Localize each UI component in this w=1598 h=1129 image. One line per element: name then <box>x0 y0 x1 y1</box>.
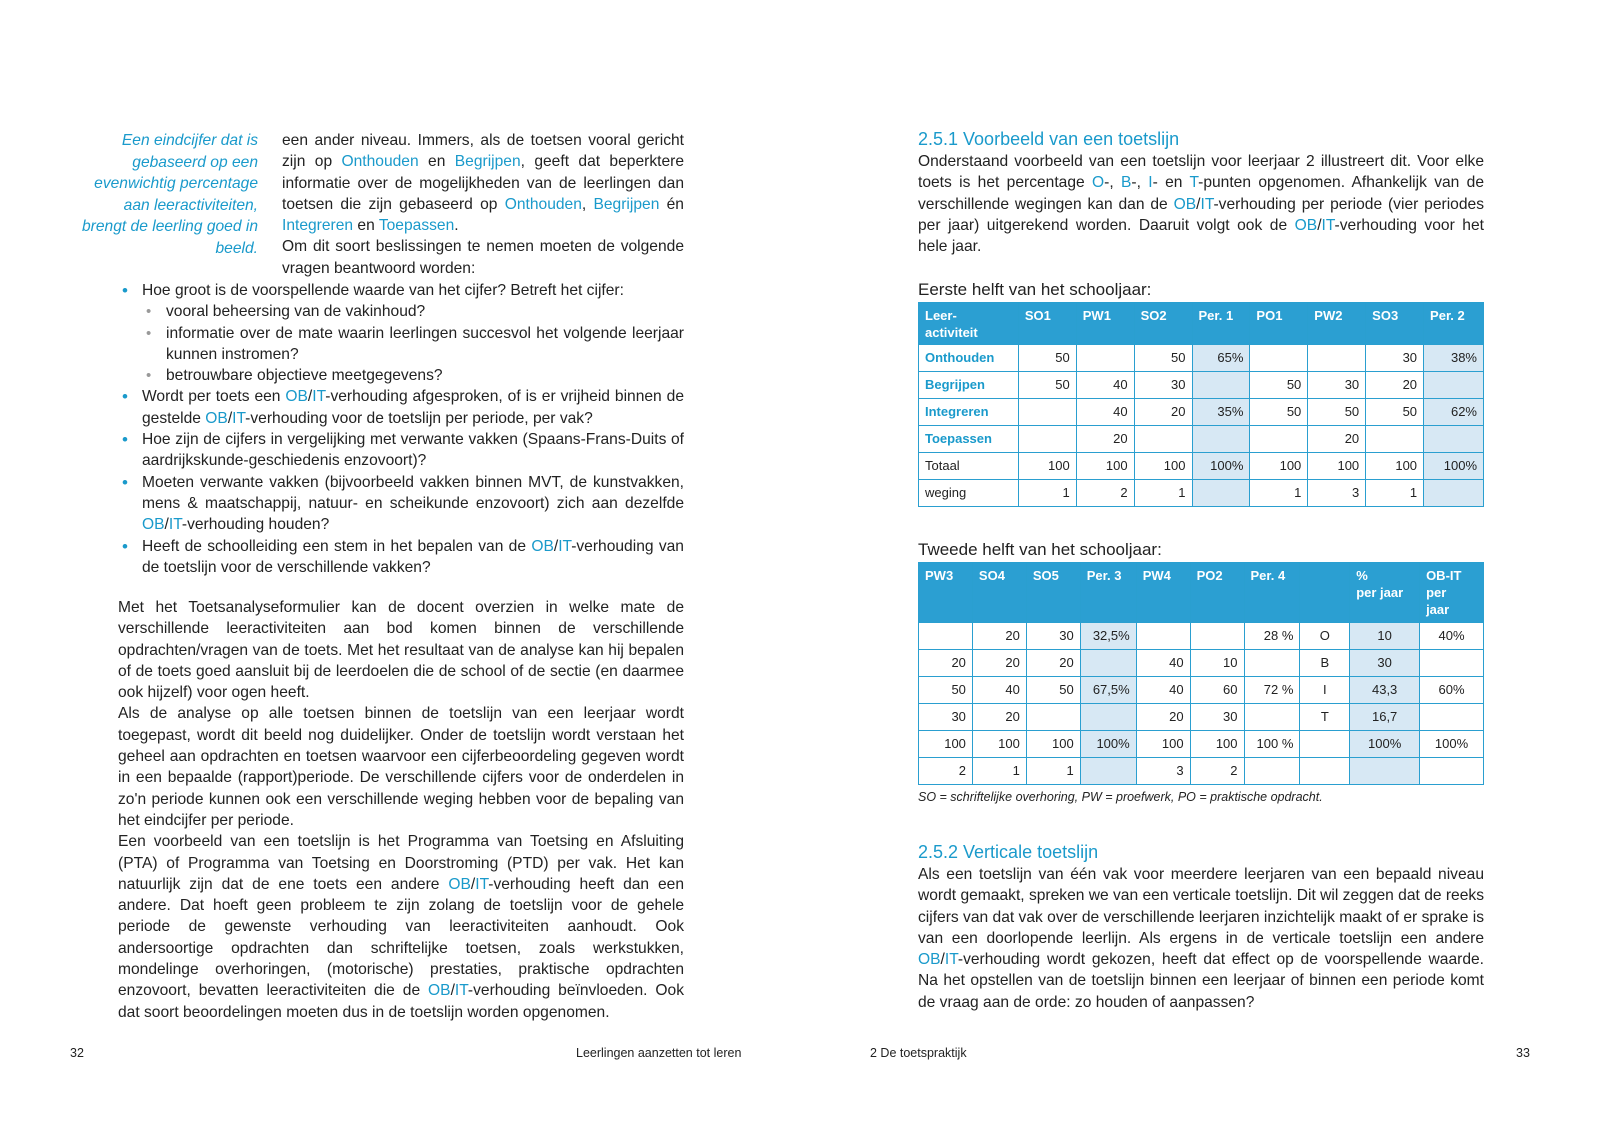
table-cell: Integreren <box>919 399 1019 426</box>
sidenote-line: aan leeractiviteiten, <box>123 196 258 214</box>
column-header: PO1 <box>1250 303 1308 345</box>
column-header: SO4 <box>972 563 1026 623</box>
highlighted-term: IT <box>558 537 572 555</box>
sidenote-line: gebaseerd op een <box>132 153 258 171</box>
table-cell <box>1080 758 1136 785</box>
table-cell: Begrijpen <box>919 372 1019 399</box>
table-row <box>919 677 1484 704</box>
table-cell: 2 <box>1190 758 1244 785</box>
table-cell <box>1244 758 1300 785</box>
table-cell <box>1080 650 1136 677</box>
text-run: / <box>940 951 945 969</box>
text-run: -verhouding heeft dan een andere. Dat hoeft geen probleem te zijn zolang de toetslijn voor de gehele periode de gewenste verhouding van leeractiviteiten aanhoudt. Ook andersoortige opdrachten dan schriftelijke toetsen, zoals werkstukken, mondelinge overhoringen, (motorische) prestaties, praktische opdrachten enzovoort, bevatten leeractiviteiten die de <box>118 875 684 1000</box>
sidenote-line: Een eindcijfer dat is <box>121 132 258 149</box>
table-cell: 100% <box>1350 731 1420 758</box>
text-run: -verhouding houden? <box>181 516 330 534</box>
table-cell: 28 % <box>1244 623 1300 650</box>
table-row <box>919 453 1484 480</box>
column-header: PW4 <box>1136 563 1190 623</box>
sidenote-line: evenwichtig percentage <box>94 175 258 192</box>
table-cell <box>1300 731 1350 758</box>
page-number-right: 33 <box>1516 1046 1530 1060</box>
text-run: Onderstaand voorbeeld van een toetslijn voor leerjaar 2 illustreert dit. Voor elke toets is het percentage <box>918 153 1484 192</box>
table-cell: 10 <box>1190 650 1244 677</box>
sidenote-line: brengt de leerling goed in <box>82 218 258 235</box>
table-cell: 50 <box>1250 372 1308 399</box>
table-caption: Tweede helft van het schooljaar: <box>918 540 1162 559</box>
highlighted-term: B <box>1121 174 1132 192</box>
table-cell: 3 <box>1136 758 1190 785</box>
left-body <box>118 597 684 1023</box>
highlighted-term: IT <box>475 875 489 893</box>
sidenote-quote <box>58 130 258 259</box>
table-cell: 20 <box>1366 372 1424 399</box>
table-row <box>919 372 1484 399</box>
text-run: / <box>307 388 313 406</box>
text-run: , geeft dat beperktere informatie over de mogelijkheden van de leerlingen dan toetsen die zijn gebaseerd op <box>282 153 684 213</box>
table-cell: 100 <box>1136 731 1190 758</box>
table-cell: 10 <box>1350 623 1420 650</box>
highlighted-term: IT <box>454 982 468 1000</box>
table-cell <box>1424 372 1484 399</box>
text-run: Wordt per toets een <box>142 388 286 406</box>
table-cell: 100 <box>1018 453 1076 480</box>
table-cell: 1 <box>972 758 1026 785</box>
table-cell: 16,7 <box>1350 704 1420 731</box>
paragraph <box>118 831 684 1023</box>
table-cell: 32,5% <box>1080 623 1136 650</box>
table-cell: 20 <box>1136 704 1190 731</box>
highlighted-term: OB <box>918 951 941 969</box>
table-cell: 30 <box>919 704 973 731</box>
table-cell: 30 <box>1350 650 1420 677</box>
table-cell <box>1018 399 1076 426</box>
sidenote-line: beeld. <box>215 239 258 257</box>
table-cell <box>1424 426 1484 453</box>
table-cell <box>1080 704 1136 731</box>
column-header: Per. 4 <box>1244 563 1300 623</box>
table-row <box>919 704 1484 731</box>
table-cell <box>1250 345 1308 372</box>
text-run: -verhouding afgesproken, of is er vrijheid binnen de gestelde <box>142 388 684 427</box>
text-run: Als een toetslijn van één vak voor meerdere leerjaren van een bepaald niveau wordt gemaakt, spreken we van een verticale toetslijn. Dit wil zeggen dat de reeks cijfers van dat vak over de verschillende leerjaren inzichtelijk maakt of er sprake is van een doorlopende leerlijn. Als ergens in de verticale toetslijn een andere <box>918 866 1484 947</box>
text-run: -verhouding per periode (vier periodes per jaar) uitgerekend worden. Daaruit volgt ook de <box>918 195 1484 234</box>
highlighted-term: O <box>1092 174 1105 192</box>
table-row <box>919 426 1484 453</box>
first-half-table <box>918 302 1484 507</box>
table-cell: 100 <box>972 731 1026 758</box>
table-cell: 50 <box>1134 345 1192 372</box>
column-header: SO3 <box>1366 303 1424 345</box>
column-header: PO2 <box>1190 563 1244 623</box>
highlighted-term: OB <box>205 409 228 427</box>
list-item <box>120 472 684 536</box>
table-cell: 20 <box>972 704 1026 731</box>
text-run: en <box>353 217 379 235</box>
table-cell: 100 <box>919 731 973 758</box>
table-caption: Eerste helft van het schooljaar: <box>918 280 1152 299</box>
table-cell <box>1076 345 1134 372</box>
text-run: Moeten verwante vakken (bijvoorbeeld vakken binnen MVT, de kunstvakken, mens & maatschappij, natuur- en scheikunde enzovoort) zich aan dezelfde <box>142 473 684 512</box>
text-run: en <box>418 153 455 171</box>
table-cell: 30 <box>1134 372 1192 399</box>
paragraph: Als de analyse op alle toetsen binnen de toetslijn van een leerjaar wordt toegepast, wordt dit beeld nog duidelijker. Onder de toetslijn wordt verstaan het geheel aan opdrachten en toetsen waarvoor een cijferbeoordeling gegeven wordt in een bepaalde (rapport)periode. De verschillende cijfers voor de onderdelen in zo'n periode kunnen ook een verschillende weging hebben voor de bepaling van het eindcijfer per periode. <box>118 705 684 829</box>
table-cell: T <box>1300 704 1350 731</box>
table-cell: 20 <box>1026 650 1080 677</box>
text-run: / <box>1196 195 1201 213</box>
table-cell: 100 <box>1308 453 1366 480</box>
page-number-left: 32 <box>70 1046 84 1060</box>
table-cell <box>1244 650 1300 677</box>
paragraph <box>918 151 1484 257</box>
table-cell <box>1136 623 1190 650</box>
column-header: SO1 <box>1018 303 1076 345</box>
table-cell <box>919 623 973 650</box>
table-cell: 100 <box>1026 731 1080 758</box>
table-row <box>919 623 1484 650</box>
table-cell: 50 <box>1250 399 1308 426</box>
table-cell: 50 <box>1366 399 1424 426</box>
table-cell <box>1192 372 1250 399</box>
sub-list-item: • vooral beheersing van de vakinhoud? <box>142 301 684 322</box>
text-run: -verhouding wordt gekozen, heeft dat effect op de voorspellende waarde. Na het opstellen van de toetslijn binnen een leerjaar of binnen een periode komt de vraag aan de orde: zo houden of aanpassen? <box>918 951 1484 1011</box>
table-cell: 67,5% <box>1080 677 1136 704</box>
highlighted-term: OB <box>142 516 165 534</box>
table-cell: 30 <box>1308 372 1366 399</box>
table-row <box>919 731 1484 758</box>
column-header: Per. 3 <box>1080 563 1136 623</box>
text-run: / <box>1317 216 1322 234</box>
list-item: • Hoe zijn de cijfers in vergelijking met verwante vakken (Spaans-Frans-Duits of aardrijkskunde-geschiedenis enzovoort)? <box>120 429 684 472</box>
text-run: -verhouding voor het hele jaar. <box>918 216 1484 256</box>
highlighted-term: Integreren <box>282 217 354 235</box>
table-row <box>919 480 1484 507</box>
table-cell: 1 <box>1134 480 1192 507</box>
text-run: -, <box>1131 174 1149 192</box>
highlighted-term: Begrijpen <box>454 153 521 171</box>
text-run: -verhouding van de toetslijn voor de verschillende vakken? <box>142 537 684 576</box>
table-cell: 50 <box>1026 677 1080 704</box>
text-run: . <box>454 217 459 235</box>
table-cell <box>1420 758 1484 785</box>
table-cell <box>1308 345 1366 372</box>
table-cell: 40 <box>1076 399 1134 426</box>
column-header: Leer- activiteit <box>919 303 1019 345</box>
table-cell: 100% <box>1080 731 1136 758</box>
table-cell: 50 <box>1018 372 1076 399</box>
paragraph <box>918 864 1484 1013</box>
table-cell: 20 <box>1076 426 1134 453</box>
list-item <box>120 536 684 579</box>
table-header-row <box>919 303 1484 345</box>
section-heading: 2.5.1 Voorbeeld van een toetslijn <box>918 129 1180 149</box>
table-cell: I <box>1300 677 1350 704</box>
highlighted-term: Onthouden <box>341 153 419 171</box>
table-cell: Toepassen <box>919 426 1019 453</box>
table-cell: 40% <box>1420 623 1484 650</box>
list-item: • Hoe groot is de voorspellende waarde van het cijfer? Betreft het cijfer: • vooral beheersing van de vakinhoud? • informatie over de mate waarin leerlingen succesvol het volgende leerjaar kunnen instromen? • betrouwbare objectieve meetgegevens? <box>120 280 684 386</box>
table-cell <box>1192 426 1250 453</box>
column-header: Per. 2 <box>1424 303 1484 345</box>
table-cell: 100 <box>1134 453 1192 480</box>
table-cell: 50 <box>919 677 973 704</box>
table-cell: 1 <box>1018 480 1076 507</box>
table-row <box>919 399 1484 426</box>
highlighted-term: OB <box>448 875 471 893</box>
table-row <box>919 345 1484 372</box>
left-intro <box>282 130 684 279</box>
table-cell: 65% <box>1192 345 1250 372</box>
table-cell <box>1026 704 1080 731</box>
text-run: -punten opgenomen. Afhankelijk van de verschillende wegingen kan dan de <box>918 174 1485 213</box>
text-run: -verhouding beïnvloeden. Ook dat soort beoordelingen moeten dus in de toetslijn worden opgenomen. <box>118 982 684 1021</box>
table-cell: O <box>1300 623 1350 650</box>
column-header: Per. 1 <box>1192 303 1250 345</box>
text-run: / <box>164 516 169 534</box>
highlighted-term: OB <box>1294 216 1318 234</box>
table-cell: weging <box>919 480 1019 507</box>
table-cell <box>1190 623 1244 650</box>
table-cell: 72 % <box>1244 677 1300 704</box>
highlighted-term: Toepassen <box>378 217 455 235</box>
table-cell: 40 <box>1136 650 1190 677</box>
column-header: SO2 <box>1134 303 1192 345</box>
text-run: / <box>553 537 559 555</box>
table-cell: 40 <box>1136 677 1190 704</box>
text-run: / <box>450 982 455 1000</box>
highlighted-term: OB <box>428 982 451 1000</box>
paragraph <box>282 130 684 236</box>
column-header <box>1300 563 1350 623</box>
running-title-left: Leerlingen aanzetten tot leren <box>576 1046 742 1060</box>
table-cell <box>1420 650 1484 677</box>
highlighted-term: IT <box>944 951 958 969</box>
table-header-row <box>919 563 1484 623</box>
highlighted-term: IT <box>312 388 326 406</box>
right-body <box>918 864 1484 1013</box>
table-cell <box>1192 480 1250 507</box>
text-run: -, <box>1104 174 1121 192</box>
table-cell <box>1350 758 1420 785</box>
table-cell: 100 <box>1250 453 1308 480</box>
table-cell: 40 <box>972 677 1026 704</box>
column-header: PW2 <box>1308 303 1366 345</box>
table-cell: 35% <box>1192 399 1250 426</box>
table-cell <box>1424 480 1484 507</box>
table-cell: 20 <box>972 623 1026 650</box>
text-run: Een voorbeeld van een toetslijn is het Programma van Toetsing en Afsluiting (PTA) of Programma van Toetsing en Doorstroming (PTD) per vak. Het kan natuurlijk zijn dat de ene toets een andere <box>118 833 684 893</box>
highlighted-term: OB <box>1173 195 1197 213</box>
table-cell: 2 <box>1076 480 1134 507</box>
table-cell <box>1366 426 1424 453</box>
text-run: -verhouding voor de toetslijn per periode, per vak? <box>245 409 593 427</box>
highlighted-term: Begrijpen <box>593 195 660 213</box>
highlighted-term: IT <box>168 516 182 534</box>
text-run: Heeft de schoolleiding een stem in het bepalen van de <box>142 537 532 555</box>
table-cell: 1 <box>1366 480 1424 507</box>
table-cell: 38% <box>1424 345 1484 372</box>
column-header: % per jaar <box>1350 563 1420 623</box>
table-cell: 40 <box>1076 372 1134 399</box>
highlighted-term: OB <box>531 537 554 555</box>
column-header: OB-IT per jaar <box>1420 563 1484 623</box>
table-cell <box>1300 758 1350 785</box>
second-half-table <box>918 562 1484 785</box>
text-run: én <box>659 195 684 213</box>
table-row <box>919 650 1484 677</box>
table-cell: 100 <box>1366 453 1424 480</box>
section-heading: 2.5.2 Verticale toetslijn <box>918 842 1099 862</box>
highlighted-term: IT <box>1200 195 1214 213</box>
table-cell <box>1250 426 1308 453</box>
table-footnote: SO = schriftelijke overhoring, PW = proefwerk, PO = praktische opdracht. <box>918 790 1323 804</box>
question-list <box>120 280 684 578</box>
table-cell: 50 <box>1308 399 1366 426</box>
table-cell: 30 <box>1190 704 1244 731</box>
table-cell: 100% <box>1420 731 1484 758</box>
table-cell: 43,3 <box>1350 677 1420 704</box>
sub-list-item: • betrouwbare objectieve meetgegevens? <box>142 365 684 386</box>
text-run: een ander niveau. Immers, als de toetsen vooral gericht zijn op <box>282 132 684 171</box>
table-cell: 100 <box>1190 731 1244 758</box>
table-cell <box>1134 426 1192 453</box>
table-cell <box>1244 704 1300 731</box>
table-cell: 50 <box>1018 345 1076 372</box>
running-title-right: 2 De toetspraktijk <box>870 1046 967 1060</box>
table-cell: 1 <box>1026 758 1080 785</box>
table-cell: 100% <box>1192 453 1250 480</box>
paragraph: Met het Toetsanalyseformulier kan de docent overzien in welke mate de verschillende leeractiviteiten aan bod komen binnen de verschillende opdrachten/vragen van de toets. Met het resultaat van de analyse kan hij bepalen of de toets goed aansluit bij de leerdoelen die de school of de sectie (en daarmee ook hijzelf) voor ogen heeft. <box>118 599 684 702</box>
table-row <box>919 758 1484 785</box>
table-cell: 20 <box>1134 399 1192 426</box>
text-run: - en <box>1152 174 1190 192</box>
table-cell: 20 <box>919 650 973 677</box>
table-cell: 20 <box>1308 426 1366 453</box>
table-cell <box>1018 426 1076 453</box>
table-cell: 60% <box>1420 677 1484 704</box>
table-cell: 3 <box>1308 480 1366 507</box>
paragraph: Om dit soort beslissingen te nemen moeten de volgende vragen beantwoord worden: <box>282 238 684 277</box>
table-cell: Onthouden <box>919 345 1019 372</box>
highlighted-term: T <box>1189 174 1199 192</box>
table-cell: 30 <box>1026 623 1080 650</box>
column-header: SO5 <box>1026 563 1080 623</box>
text-run: , <box>581 195 594 213</box>
table-cell: Totaal <box>919 453 1019 480</box>
highlighted-term: IT <box>1321 216 1335 234</box>
column-header: PW3 <box>919 563 973 623</box>
text-run: / <box>470 875 476 893</box>
table-cell: 30 <box>1366 345 1424 372</box>
sub-list-item: • informatie over de mate waarin leerlingen succesvol het volgende leerjaar kunnen instromen? <box>142 323 684 366</box>
table-cell: B <box>1300 650 1350 677</box>
table-cell: 62% <box>1424 399 1484 426</box>
right-intro <box>918 151 1484 257</box>
table-cell: 100% <box>1424 453 1484 480</box>
table-cell: 60 <box>1190 677 1244 704</box>
table-cell <box>1420 704 1484 731</box>
table-cell: 2 <box>919 758 973 785</box>
highlighted-term: I <box>1148 174 1153 192</box>
table-cell: 1 <box>1250 480 1308 507</box>
table-cell: 100 % <box>1244 731 1300 758</box>
column-header: PW1 <box>1076 303 1134 345</box>
highlighted-term: OB <box>285 388 308 406</box>
text-run: / <box>227 409 233 427</box>
highlighted-term: IT <box>232 409 246 427</box>
table-cell: 100 <box>1076 453 1134 480</box>
list-item <box>120 386 684 429</box>
table-cell: 20 <box>972 650 1026 677</box>
highlighted-term: Onthouden <box>504 195 582 213</box>
